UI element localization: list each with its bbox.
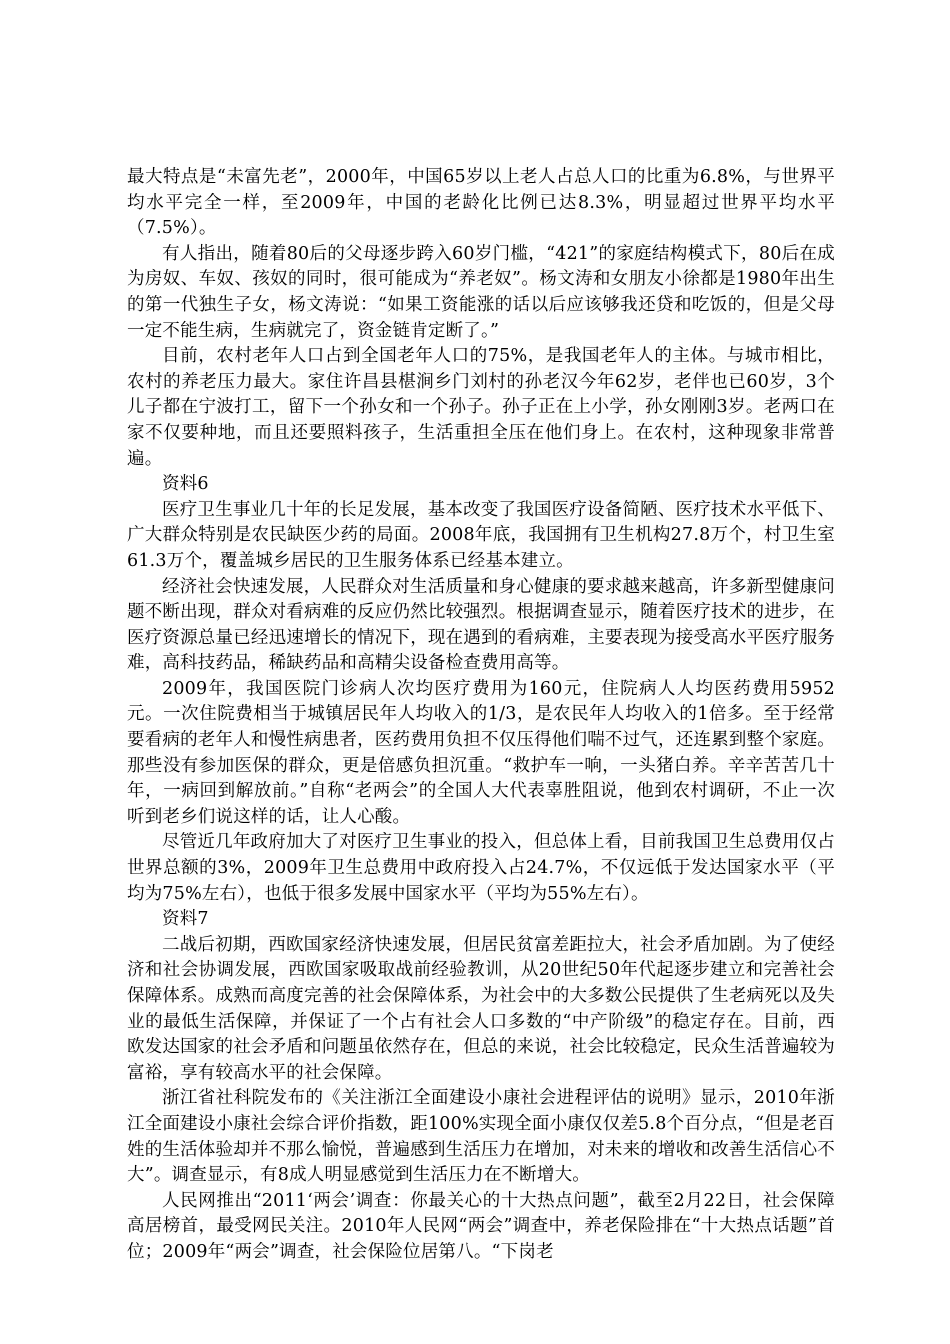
paragraph-people-survey: 人民网推出“2011‘两会’调查：你最关心的十大热点问题”，截至2月22日，社会保障高居榜首，最受网民关注。2010年人民网“两会”调查中，养老保险排在“十大热点话题”首位；2009年“两会”调查，社会保险位居第八。“下岗老 <box>127 1190 835 1262</box>
section-heading-material-7: 资料7 <box>162 909 209 930</box>
document-page <box>127 165 835 1266</box>
paragraph-aging-statistics: 最大特点是“未富先老”，2000年，中国65岁以上老人占总人口的比重为6.8%，与世界平均水平完全一样，至2009年，中国的老龄化比例已达8.3%，明显超过世界平均水平（7.5%）。 <box>127 167 835 239</box>
paragraph-healthcare-development: 医疗卫生事业几十年的长足发展，基本改变了我国医疗设备简陋、医疗技术水平低下、广大群众特别是农民缺医少药的局面。2008年底，我国拥有卫生机构27.8万个，村卫生室61.3万个，覆盖城乡居民的卫生服务体系已经基本建立。 <box>127 499 835 571</box>
paragraph-health-expenditure: 尽管近几年政府加大了对医疗卫生事业的投入，但总体上看，目前我国卫生总费用仅占世界总额的3%，2009年卫生总费用中政府投入占24.7%，不仅远低于发达国家水平（平均为75%左右），也低于很多发展中国家水平（平均为55%左右）。 <box>127 832 835 904</box>
paragraph-post80s-elder-care: 有人指出，随着80后的父母逐步跨入60岁门槛，“421”的家庭结构模式下，80后在成为房奴、车奴、孩奴的同时，很可能成为“养老奴”。杨文涛和女朋友小徐都是1980年出生的第一代独生子女，杨文涛说：“如果工资能涨的话以后应该够我还贷和吃饭的，但是父母一定不能生病，生病就完了，资金链肯定断了。” <box>127 243 835 341</box>
section-heading-material-6: 资料6 <box>162 474 209 495</box>
paragraph-medical-costs: 2009年，我国医院门诊病人次均医疗费用为160元，住院病人人均医药费用5952元。一次住院费相当于城镇居民年人均收入的1/3，是农民年人均收入的1倍多。至于经常要看病的老年人和慢性病患者，医药费用负担不仅压得他们喘不过气，还连累到整个家庭。那些没有参加医保的群众，更是倍感负担沉重。“救护车一响，一头猪白养。辛辛苦苦几十年，一病回到解放前。”自称“老两会”的全国人大代表辜胜阻说，他到农村调研，不止一次听到老乡们说这样的话，让人心酸。 <box>127 678 835 827</box>
paragraph-zhejiang-xiaokang: 浙江省社科院发布的《关注浙江全面建设小康社会进程评估的说明》显示，2010年浙江全面建设小康社会综合评价指数，距100%实现全面小康仅仅差5.8个百分点，“但是老百姓的生活体验却并不那么愉悦，普遍感到生活压力在增加，对未来的增收和改善生活信心不大”。调查显示，有8成人明显感觉到生活压力在不断增大。 <box>127 1088 835 1186</box>
paragraph-healthcare-difficulty: 经济社会快速发展，人民群众对生活质量和身心健康的要求越来越高，许多新型健康问题不断出现，群众对看病难的反应仍然比较强烈。根据调查显示，随着医疗技术的进步，在医疗资源总量已经迅速增长的情况下，现在遇到的看病难，主要表现为接受高水平医疗服务难，高科技药品，稀缺药品和高精尖设备检查费用高等。 <box>127 576 835 674</box>
paragraph-western-europe-social-security: 二战后初期，西欧国家经济快速发展，但居民贫富差距拉大，社会矛盾加剧。为了使经济和社会协调发展，西欧国家吸取战前经验教训，从20世纪50年代起逐步建立和完善社会保障体系。成熟而高度完善的社会保障体系，为社会中的大多数公民提供了生老病死以及失业的最低生活保障，并保证了一个占有社会人口多数的“中产阶级”的稳定存在。目前，西欧发达国家的社会矛盾和问题虽依然存在，但总的来说，社会比较稳定，民众生活普遍较为富裕，享有较高水平的社会保障。 <box>127 934 835 1083</box>
paragraph-rural-elderly: 目前，农村老年人口占到全国老年人口的75%，是我国老年人的主体。与城市相比，农村的养老压力最大。家住许昌县椹涧乡门刘村的孙老汉今年62岁，老伴也已60岁，3个儿子都在宁波打工，留下一个孙女和一个孙子。孙子正在上小学，孙女刚刚3岁。老两口在家不仅要种地，而且还要照料孩子，生活重担全压在他们身上。在农村，这种现象非常普遍。 <box>127 346 835 469</box>
